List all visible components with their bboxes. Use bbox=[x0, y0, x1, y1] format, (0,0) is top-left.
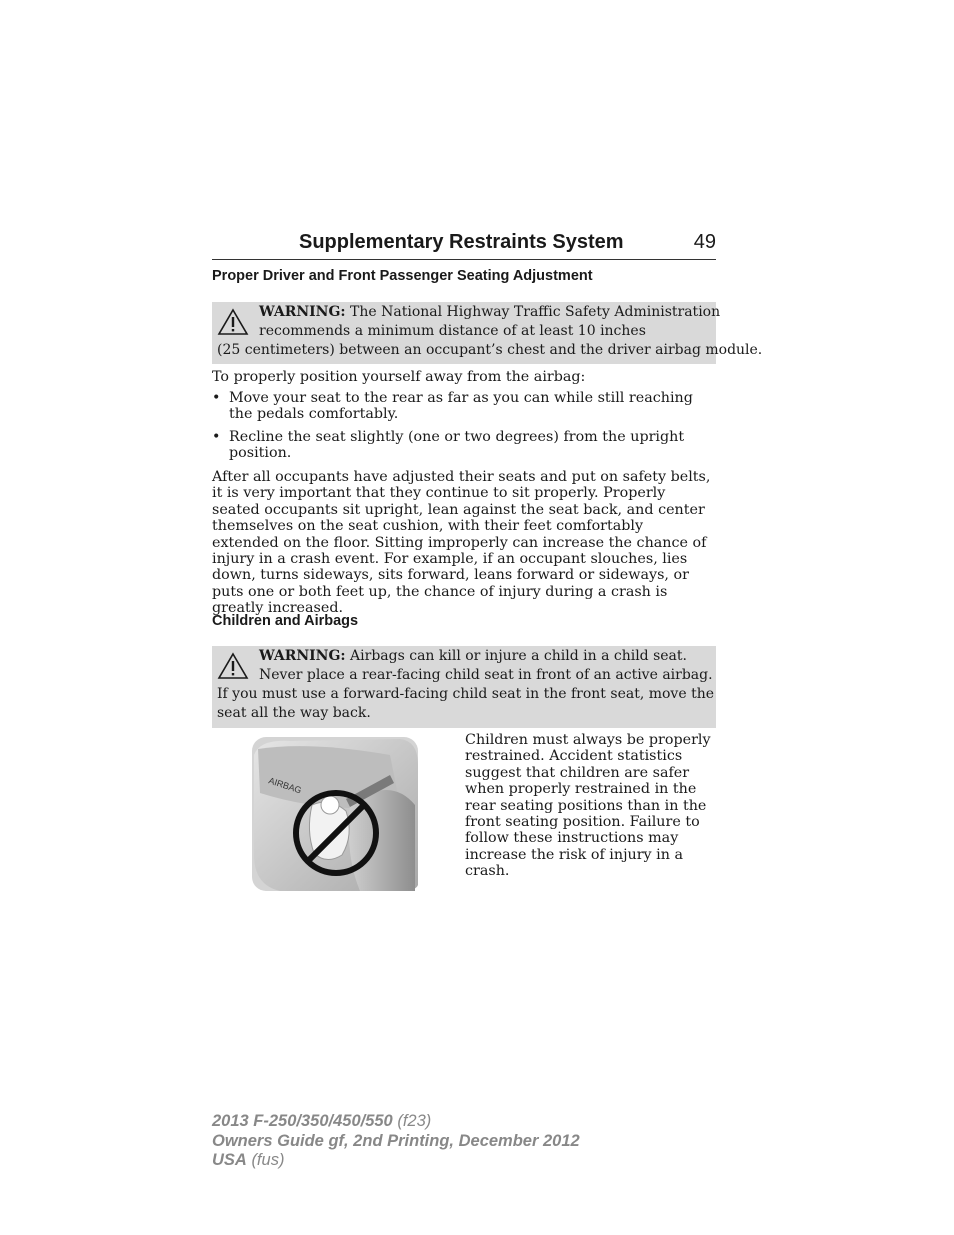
seating-adjustment-heading: Proper Driver and Front Passenger Seating Adjustment bbox=[212, 268, 593, 284]
warning-text-line3: (25 centimeters) between an occupant’s chest and the driver airbag module. bbox=[217, 342, 763, 358]
page-header bbox=[212, 229, 716, 260]
warning-triangle-icon bbox=[217, 652, 249, 680]
intro-text: To properly position yourself away from the airbag: bbox=[212, 369, 586, 385]
footer bbox=[212, 1112, 580, 1171]
occupant-paragraph: After all occupants have adjusted their seats and put on safety belts, it is very important that they continue to sit properly. Properly seated occupants sit upright, lean against the seat back, and center themselves on the seat cushion, with their feet comfortably extended on the floor. Sitting improperly can increase the chance of injury in a crash event. For example, if an occupant slouches, lies down, turns sideways, sits forward, leans forward or sideways, or puts one or both feet up, the chance of injury during a crash is greatly increased. bbox=[212, 469, 711, 617]
warning-box-distance bbox=[212, 302, 763, 364]
footer-market: USA bbox=[212, 1151, 247, 1169]
bullet-text: Recline the seat slightly (one or two degrees) from the upright position. bbox=[229, 429, 685, 462]
children-safety-text: Children must always be properly restrained. Accident statistics suggest that children are safer when properly restrained in the rear seating positions than in the front seating position. Failure to follow these instructions may increase the risk of injury in a crash. bbox=[465, 732, 711, 880]
airbag-label: AIRBAG bbox=[267, 775, 303, 796]
warning-text-line2: Never place a rear-facing child seat in front of an active airbag. bbox=[259, 667, 713, 683]
bullet-text: Move your seat to the rear as far as you can while still reaching the pedals comfortably. bbox=[229, 390, 693, 423]
section-title: Supplementary Restraints System bbox=[299, 231, 624, 253]
footer-model: 2013 F-250/350/450/550 bbox=[212, 1112, 393, 1130]
warning-text-line2: recommends a minimum distance of at least 10 inches bbox=[259, 323, 646, 339]
warning-text-line1: Airbags can kill or injure a child in a child seat. bbox=[350, 648, 687, 664]
warning-text-line4: seat all the way back. bbox=[217, 705, 371, 721]
warning-label: WARNING: bbox=[259, 304, 346, 320]
warning-triangle-icon bbox=[217, 308, 249, 336]
children-airbags-heading: Children and Airbags bbox=[212, 613, 359, 629]
footer-market-code: (fus) bbox=[251, 1151, 285, 1169]
warning-text-line3: If you must use a forward-facing child seat in the front seat, move the bbox=[217, 686, 714, 702]
child-seat-airbag-illustration bbox=[250, 735, 422, 893]
warning-box-children bbox=[212, 646, 716, 728]
footer-printing: Owners Guide gf, 2nd Printing, December 2012 bbox=[212, 1131, 580, 1150]
page-number: 49 bbox=[693, 231, 716, 253]
warning-text-line1: The National Highway Traffic Safety Administration bbox=[350, 304, 721, 320]
warning-label: WARNING: bbox=[259, 648, 346, 664]
footer-model-code: (f23) bbox=[397, 1112, 432, 1130]
